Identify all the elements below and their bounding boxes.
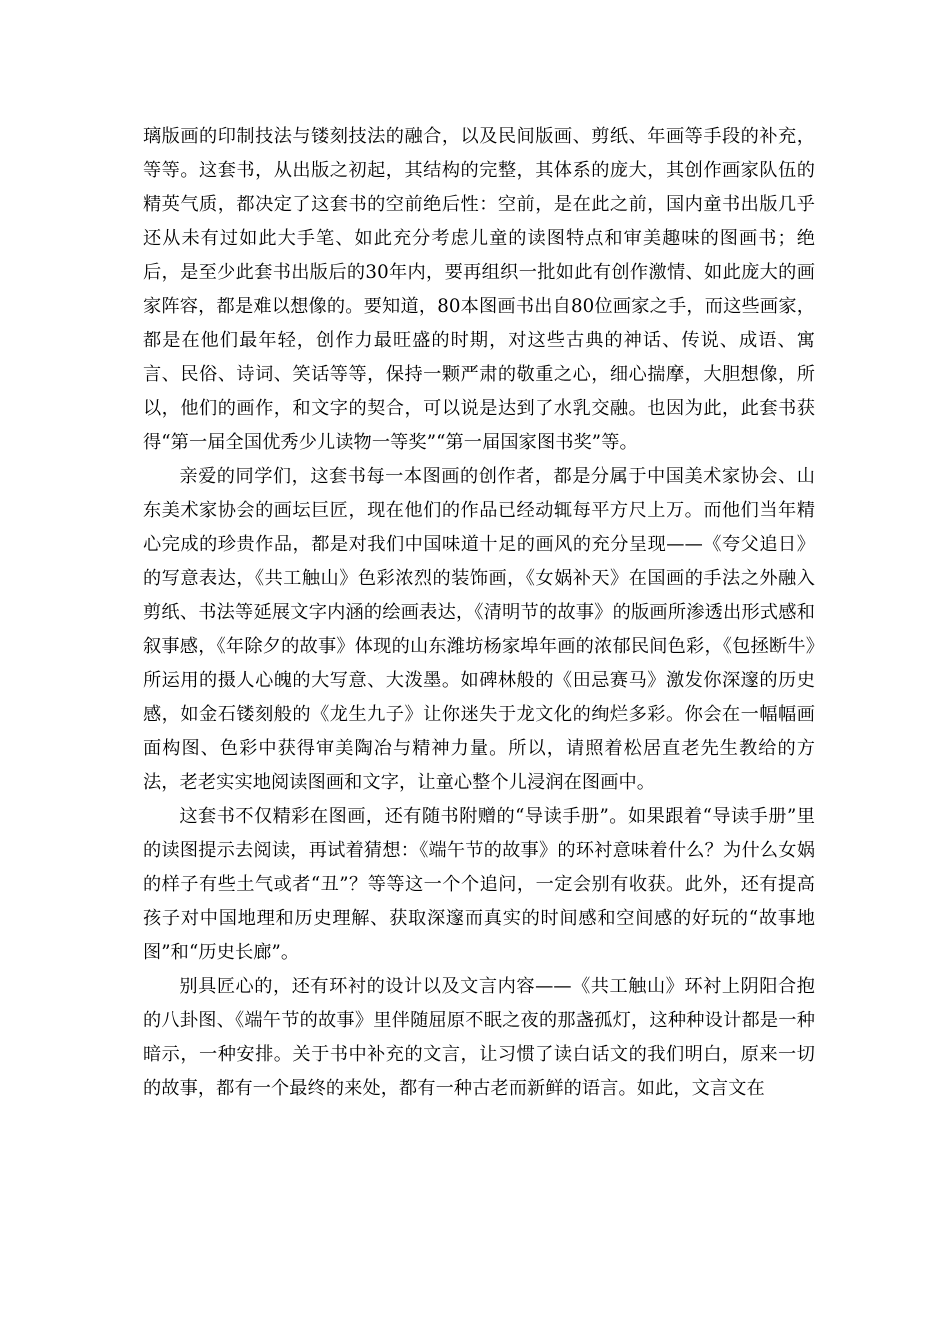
paragraph-4: 别具匠心的，还有环衬的设计以及文言内容——《共工触山》环衬上阴阳合抱的八卦图、《端午节的故事》里伴随屈原不眠之夜的那盏孤灯，这种种设计都是一种暗示，一种安排。关于书中补充的文言，让习惯了读白话文的我们明白，原来一切的故事，都有一个最终的来处，都有一种古老而新鲜的语言。如此，文言文在 (143, 976, 815, 1099)
paragraph-2: 亲爱的同学们，这套书每一本图画的创作者，都是分属于中国美术家协会、山东美术家协会的画坛巨匠，现在他们的作品已经动辄每平方尺上万。而他们当年精心完成的珍贵作品，都是对我们中国味道十足的画风的充分呈现——《夸父追日》的写意表达，《共工触山》色彩浓烈的装饰画，《女娲补天》在国画的手法之外融入剪纸、书法等延展文字内涵的绘画表达，《清明节的故事》的版画所渗透出形式感和叙事感，《年除夕的故事》体现的山东潍坊杨家埠年画的浓郁民间色彩，《包拯断牛》所运用的摄人心魄的大写意、大泼墨。如碑林般的《田忌赛马》激发你深邃的历史感，如金石镂刻般的《龙生九子》让你迷失于龙文化的绚烂多彩。你会在一幅幅画面构图、色彩中获得审美陶冶与精神力量。所以，请照着松居直老先生教给的方法，老老实实地阅读图画和文字，让童心整个儿浸润在图画中。 (143, 466, 815, 793)
paragraph-3: 这套书不仅精彩在图画，还有随书附赠的“导读手册”。如果跟着“导读手册”里的读图提示去阅读，再试着猜想：《端午节的故事》的环衬意味着什么？为什么女娲的样子有些土气或者“丑”？等等这一个个追问，一定会别有收获。此外，还有提高孩子对中国地理和历史理解、获取深邃而真实的时间感和空间感的好玩的“故事地图”和“历史长廊”。 (143, 806, 815, 963)
document-page (143, 120, 815, 1106)
paragraph-1: 璃版画的印制技法与镂刻技法的融合，以及民间版画、剪纸、年画等手段的补充，等等。这套书，从出版之初起，其结构的完整，其体系的庞大，其创作画家队伍的精英气质，都决定了这套书的空前绝后性：空前，是在此之前，国内童书出版几乎还从未有过如此大手笔、如此充分考虑儿童的读图特点和审美趣味的图画书；绝后，是至少此套书出版后的30年内，要再组织一批如此有创作激情、如此庞大的画家阵容，都是难以想像的。要知道，80本图画书出自80位画家之手，而这些画家，都是在他们最年轻，创作力最旺盛的时期，对这些古典的神话、传说、成语、寓言、民俗、诗词、笑话等等，保持一颗严肃的敬重之心，细心揣摩，大胆想像，所以，他们的画作，和文字的契合，可以说是达到了水乳交融。也因为此，此套书获得“第一届全国优秀少儿读物一等奖”“第一届国家图书奖”等。 (143, 126, 815, 453)
